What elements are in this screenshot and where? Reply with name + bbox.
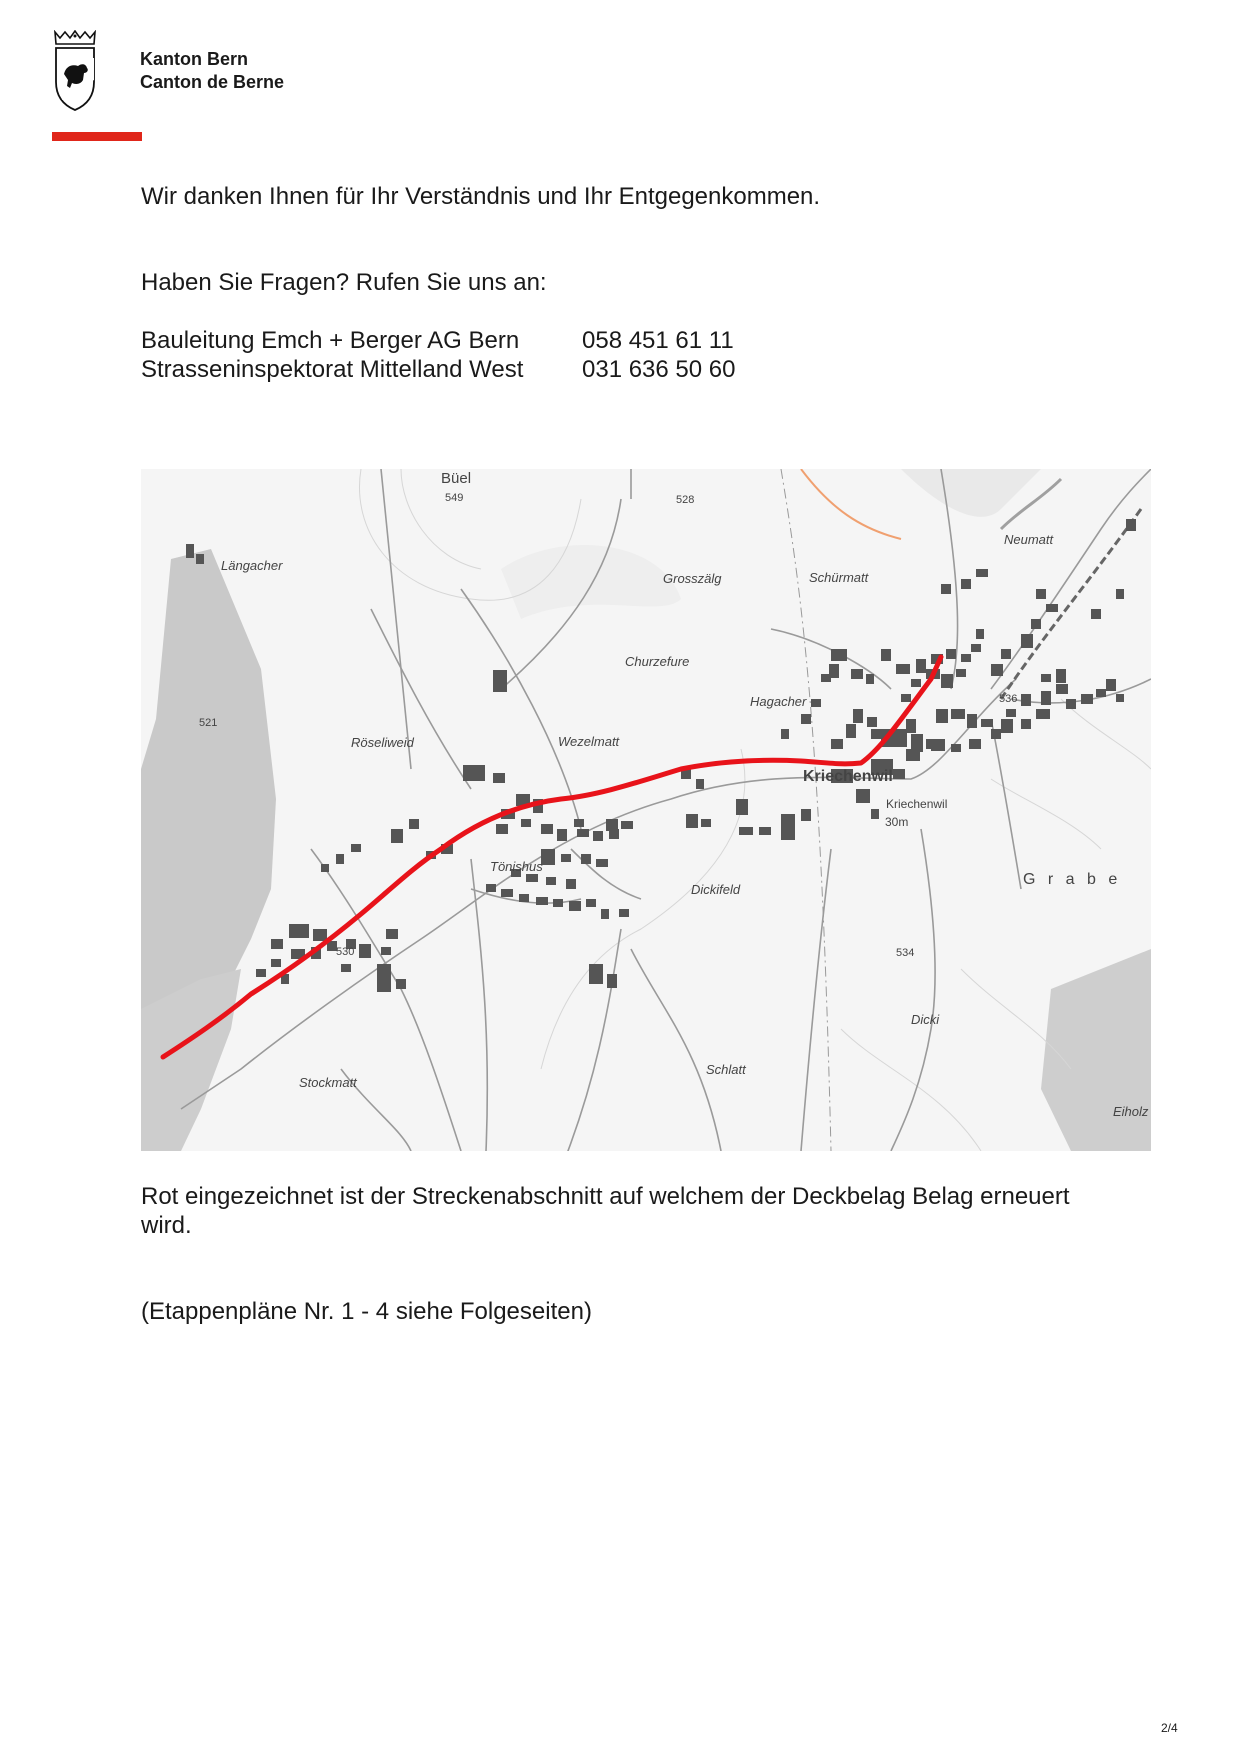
- map-label-521: 521: [199, 717, 218, 729]
- map-label-30m: 30m: [885, 815, 909, 829]
- page-number: 2/4: [1161, 1721, 1178, 1735]
- map-label-roeseliweid: Röseliweid: [351, 735, 414, 750]
- map-label-528: 528: [676, 494, 695, 506]
- map-label-dickifeld: Dickifeld: [691, 882, 741, 897]
- map-label-neumatt: Neumatt: [1004, 532, 1054, 547]
- map-label-hagacher: Hagacher: [750, 694, 807, 709]
- map-label-530: 530: [336, 946, 355, 958]
- map-label-grabe: G r a b e: [1023, 871, 1122, 888]
- map-label-schuermatt: Schürmatt: [809, 570, 869, 585]
- stage-plans-note: (Etappenpläne Nr. 1 - 4 siehe Folgeseiten): [141, 1298, 592, 1325]
- map-label-laengacher: Längacher: [221, 558, 283, 573]
- map-label-536: 536: [999, 693, 1018, 705]
- map-label-wezelmatt: Wezelmatt: [558, 734, 620, 749]
- map-label-schlatt: Schlatt: [706, 1062, 746, 1077]
- map-label-534: 534: [896, 947, 915, 959]
- contact-row: [141, 326, 735, 355]
- map-label-toenishus: Tönishus: [490, 859, 543, 874]
- contact-phone: 031 636 50 60: [582, 356, 736, 383]
- canton-name-fr: Canton de Berne: [140, 72, 285, 92]
- questions-text: Haben Sie Fragen? Rufen Sie uns an:: [141, 269, 547, 296]
- map-label-churzefure: Churzefure: [625, 654, 690, 669]
- map-caption-line: Rot eingezeichnet ist der Streckenabschnitt auf welchem der Deckbelag Belag erneuert: [141, 1183, 1070, 1210]
- contact-name: Strasseninspektorat Mittelland West: [141, 356, 524, 383]
- map-canvas: [141, 469, 1151, 1151]
- map-caption-line: wird.: [141, 1212, 192, 1239]
- route-map: [141, 469, 1151, 1151]
- map-label-eiholz: Eiholz: [1113, 1104, 1149, 1119]
- canton-name-de: Kanton Bern: [140, 49, 248, 69]
- map-label-kriechenwil: Kriechenwil: [803, 768, 893, 785]
- map-label-dicki: Dicki: [911, 1012, 940, 1027]
- contact-name: Bauleitung Emch + Berger AG Bern: [141, 327, 520, 354]
- thanks-text: Wir danken Ihnen für Ihr Verständnis und Ihr Entgegenkommen.: [141, 183, 821, 210]
- map-label-549: 549: [445, 492, 464, 504]
- map-label-kriechenwil-small: Kriechenwil: [886, 797, 948, 811]
- map-label-grosszaelg: Grosszälg: [663, 571, 722, 586]
- bern-bear-coat-of-arms-icon: [52, 30, 98, 112]
- map-label-stockmatt: Stockmatt: [299, 1075, 357, 1090]
- accent-bar: [52, 132, 142, 141]
- contact-list: [141, 326, 735, 384]
- map-label-buel: Büel: [441, 470, 472, 487]
- canton-logo: [52, 30, 98, 112]
- contact-row: [141, 355, 735, 384]
- map-caption: [141, 1182, 1070, 1240]
- contact-phone: 058 451 61 11: [582, 327, 734, 354]
- canton-name: [140, 48, 284, 94]
